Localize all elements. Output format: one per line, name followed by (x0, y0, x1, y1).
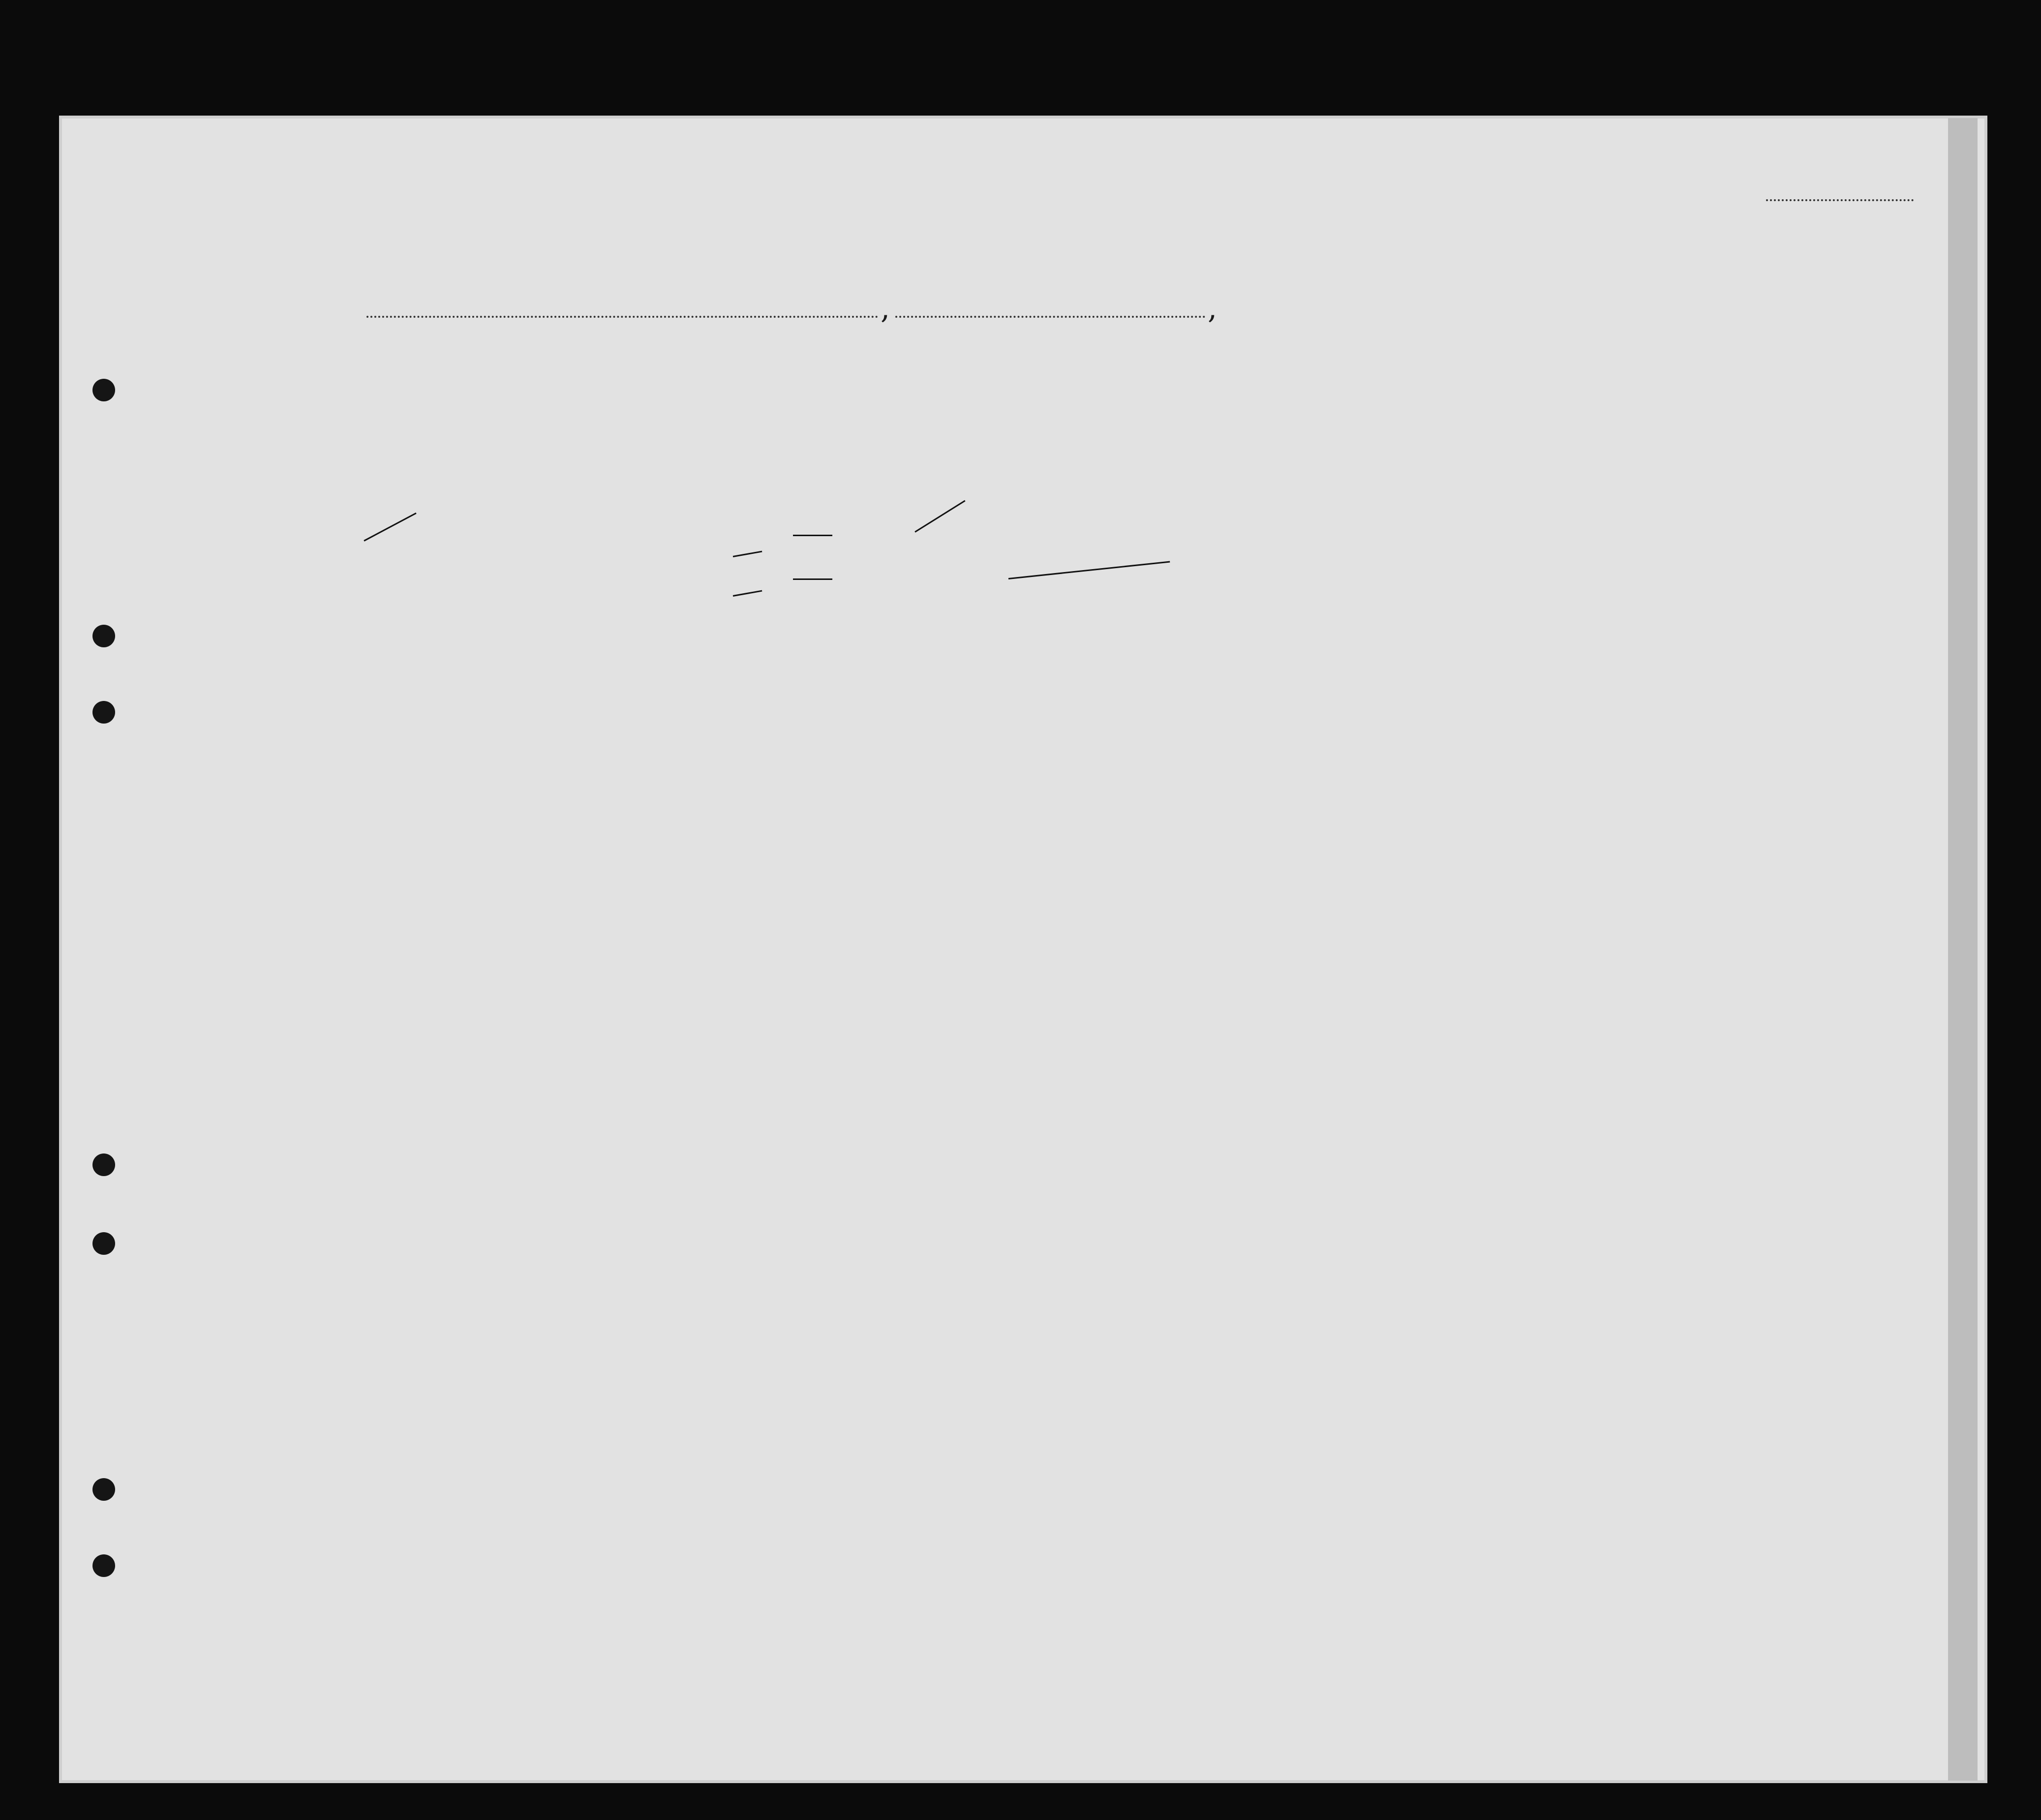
handwritten-check-mark (793, 535, 832, 536)
comma: , (1208, 291, 1218, 326)
handwritten-check-mark (793, 578, 832, 580)
comma: , (881, 291, 890, 326)
